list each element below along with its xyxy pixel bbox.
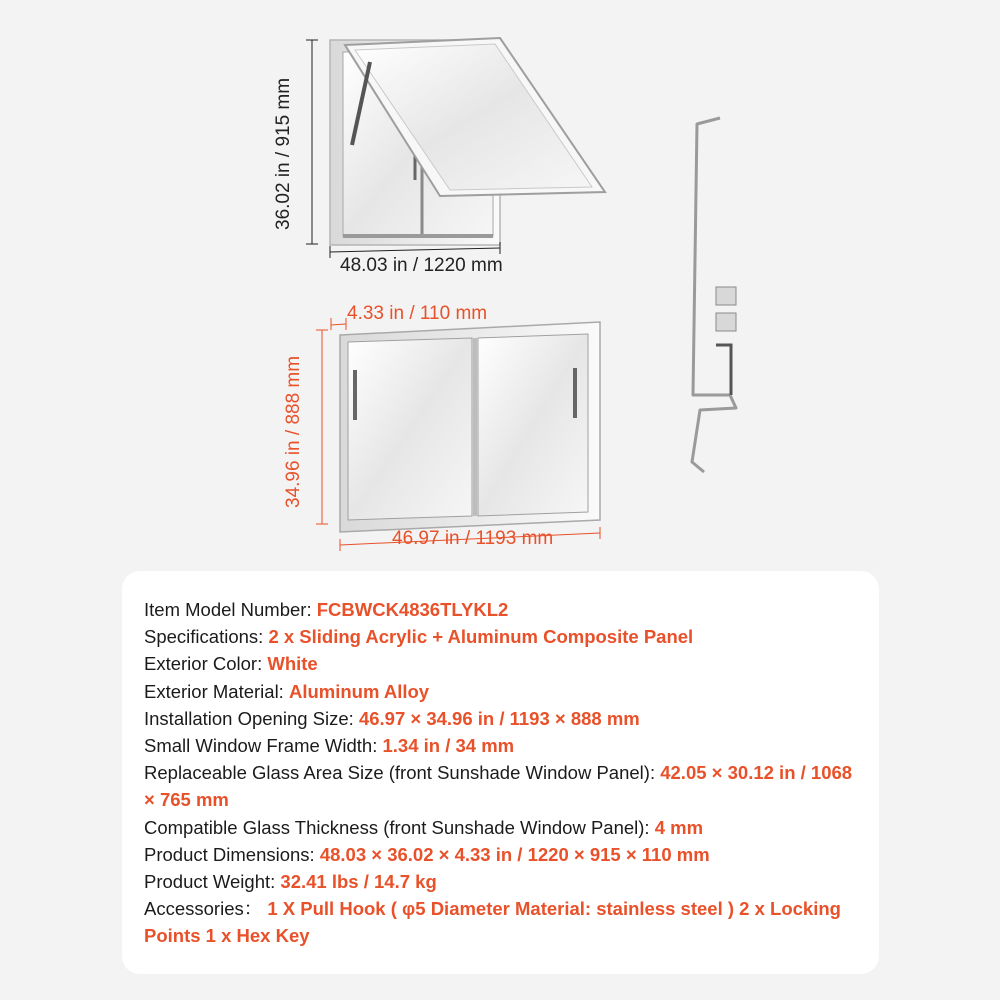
spec-label: Item Model Number: (144, 599, 317, 620)
spec-frame-width (144, 732, 864, 759)
spec-value: 1.34 in / 34 mm (382, 735, 515, 757)
spec-value: 46.97 × 34.96 in / 1193 × 888 mm (358, 707, 640, 729)
spec-label: Small Window Frame Width: (144, 735, 383, 757)
spec-value: 42.05 × 30.12 in / 1068 × 765 mm (144, 762, 853, 811)
spec-opening-size (144, 705, 864, 732)
spec-weight (144, 868, 864, 895)
spec-value: 48.03 × 36.02 × 4.33 in / 1220 × 915 × 110 mm (319, 843, 710, 865)
open-width-label: 48.03 in / 1220 mm (340, 255, 503, 276)
open-window-illustration (306, 38, 605, 258)
spec-accessories (144, 895, 864, 949)
spec-dimensions (144, 841, 864, 868)
spec-label: Exterior Color: (144, 653, 268, 675)
spec-label: Accessories： (144, 898, 263, 920)
spec-value: Aluminum Alloy (288, 680, 430, 702)
closed-width-label: 46.97 in / 1193 mm (392, 528, 554, 549)
spec-label: Product Dimensions: (144, 843, 320, 865)
spec-label: Specifications: (144, 626, 269, 648)
spec-label: Installation Opening Size: (144, 707, 359, 729)
spec-glass-area (144, 759, 864, 813)
spec-value: White (267, 653, 318, 675)
accessories-illustration (692, 118, 736, 472)
spec-value: 4 mm (654, 816, 704, 838)
spec-list (144, 596, 864, 950)
depth-label: 4.33 in / 110 mm (347, 303, 488, 324)
spec-material (144, 678, 864, 705)
closed-height-label: 34.96 in / 888 mm (283, 355, 304, 508)
spec-label: Exterior Material: (144, 680, 289, 702)
spec-label: Compatible Glass Thickness (front Sunshade Window Panel): (144, 816, 655, 838)
spec-value: 1 X Pull Hook ( φ5 Diameter Material: stainless steel ) 2 x Locking Points 1 x Hex Key (144, 898, 841, 947)
closed-window-illustration (316, 318, 600, 551)
spec-value: 32.41 lbs / 14.7 kg (280, 871, 437, 893)
spec-model (144, 596, 864, 623)
spec-specifications (144, 623, 864, 650)
spec-value: FCBWCK4836TLYKL2 (316, 599, 509, 620)
spec-value: 2 x Sliding Acrylic + Aluminum Composite Panel (268, 626, 694, 648)
open-height-label: 36.02 in / 915 mm (273, 77, 294, 230)
spec-label: Replaceable Glass Area Size (front Sunshade Window Panel): (144, 762, 661, 784)
spec-label: Product Weight: (144, 871, 281, 893)
spec-glass-thickness (144, 814, 864, 841)
spec-color (144, 650, 864, 677)
